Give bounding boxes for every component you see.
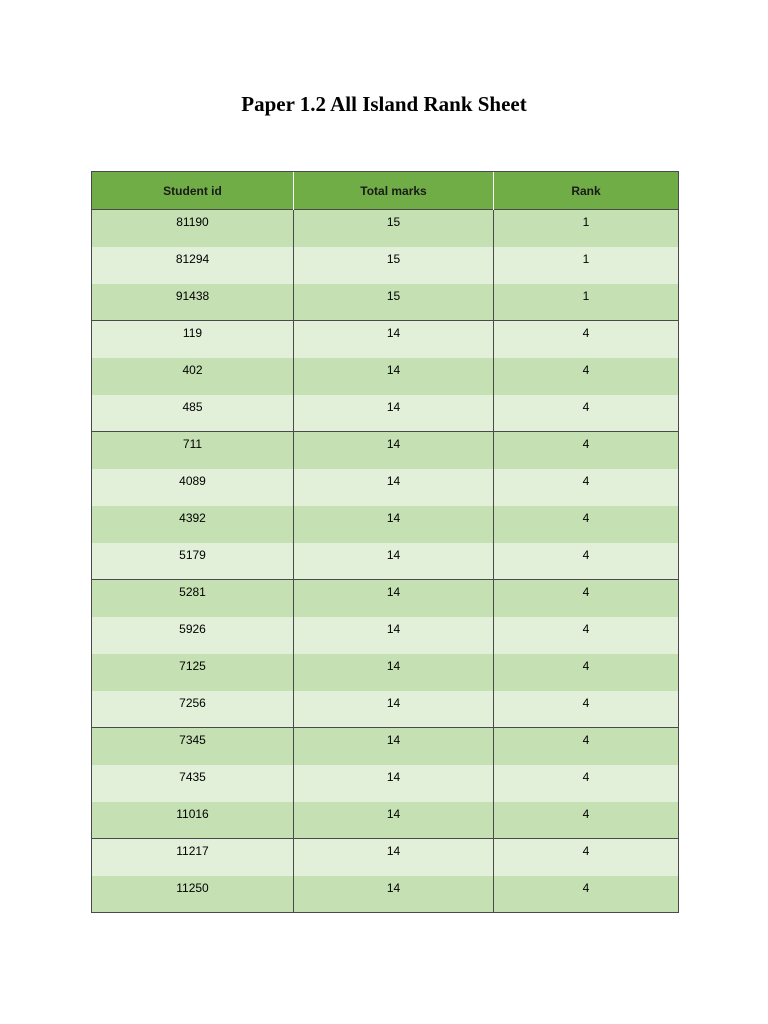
- cell-rank: 4: [494, 839, 679, 876]
- cell-total-marks: 14: [294, 395, 494, 432]
- cell-student-id: 4392: [92, 506, 294, 543]
- table-row: [92, 839, 679, 876]
- cell-total-marks: 15: [294, 210, 494, 247]
- header-row: [92, 172, 679, 210]
- cell-total-marks: 14: [294, 506, 494, 543]
- cell-student-id: 7345: [92, 728, 294, 765]
- cell-total-marks: 14: [294, 617, 494, 654]
- table-row: [92, 802, 679, 839]
- cell-total-marks: 14: [294, 765, 494, 802]
- cell-total-marks: 15: [294, 284, 494, 321]
- cell-rank: 4: [494, 321, 679, 358]
- cell-student-id: 402: [92, 358, 294, 395]
- cell-rank: 4: [494, 691, 679, 728]
- table-row: [92, 654, 679, 691]
- table-row: [92, 358, 679, 395]
- cell-total-marks: 14: [294, 691, 494, 728]
- cell-total-marks: 14: [294, 654, 494, 691]
- cell-student-id: 81294: [92, 247, 294, 284]
- table-row: [92, 210, 679, 247]
- cell-total-marks: 14: [294, 876, 494, 913]
- cell-student-id: 5179: [92, 543, 294, 580]
- cell-total-marks: 14: [294, 839, 494, 876]
- cell-total-marks: 14: [294, 802, 494, 839]
- cell-total-marks: 15: [294, 247, 494, 284]
- page-title: Paper 1.2 All Island Rank Sheet: [241, 92, 527, 116]
- cell-student-id: 7256: [92, 691, 294, 728]
- cell-rank: 1: [494, 210, 679, 247]
- cell-rank: 4: [494, 728, 679, 765]
- header-student-id: Student id: [92, 172, 294, 210]
- table-row: [92, 432, 679, 469]
- cell-student-id: 11016: [92, 802, 294, 839]
- cell-student-id: 119: [92, 321, 294, 358]
- cell-student-id: 5281: [92, 580, 294, 617]
- cell-total-marks: 14: [294, 321, 494, 358]
- cell-student-id: 91438: [92, 284, 294, 321]
- table-row: [92, 284, 679, 321]
- cell-rank: 4: [494, 654, 679, 691]
- cell-rank: 4: [494, 358, 679, 395]
- cell-student-id: 81190: [92, 210, 294, 247]
- table-row: [92, 395, 679, 432]
- table-row: [92, 321, 679, 358]
- cell-total-marks: 14: [294, 358, 494, 395]
- table-row: [92, 247, 679, 284]
- cell-rank: 4: [494, 506, 679, 543]
- cell-rank: 1: [494, 247, 679, 284]
- cell-student-id: 5926: [92, 617, 294, 654]
- table-row: [92, 876, 679, 913]
- table-row: [92, 469, 679, 506]
- cell-total-marks: 14: [294, 469, 494, 506]
- cell-student-id: 7435: [92, 765, 294, 802]
- cell-rank: 4: [494, 876, 679, 913]
- rank-table: [91, 171, 679, 913]
- table-row: [92, 617, 679, 654]
- table-row: [92, 543, 679, 580]
- cell-rank: 4: [494, 802, 679, 839]
- cell-student-id: 11217: [92, 839, 294, 876]
- cell-rank: 4: [494, 469, 679, 506]
- table-header: [92, 172, 679, 210]
- cell-rank: 4: [494, 617, 679, 654]
- table-row: [92, 506, 679, 543]
- cell-rank: 1: [494, 284, 679, 321]
- cell-rank: 4: [494, 543, 679, 580]
- cell-rank: 4: [494, 765, 679, 802]
- header-rank: Rank: [494, 172, 679, 210]
- table-body: [92, 210, 679, 913]
- cell-student-id: 11250: [92, 876, 294, 913]
- cell-total-marks: 14: [294, 580, 494, 617]
- cell-student-id: 7125: [92, 654, 294, 691]
- cell-total-marks: 14: [294, 543, 494, 580]
- cell-student-id: 485: [92, 395, 294, 432]
- cell-total-marks: 14: [294, 432, 494, 469]
- table-row: [92, 691, 679, 728]
- cell-student-id: 711: [92, 432, 294, 469]
- cell-student-id: 4089: [92, 469, 294, 506]
- table-row: [92, 765, 679, 802]
- cell-rank: 4: [494, 580, 679, 617]
- cell-rank: 4: [494, 432, 679, 469]
- table-row: [92, 728, 679, 765]
- cell-total-marks: 14: [294, 728, 494, 765]
- cell-rank: 4: [494, 395, 679, 432]
- table-row: [92, 580, 679, 617]
- header-total-marks: Total marks: [294, 172, 494, 210]
